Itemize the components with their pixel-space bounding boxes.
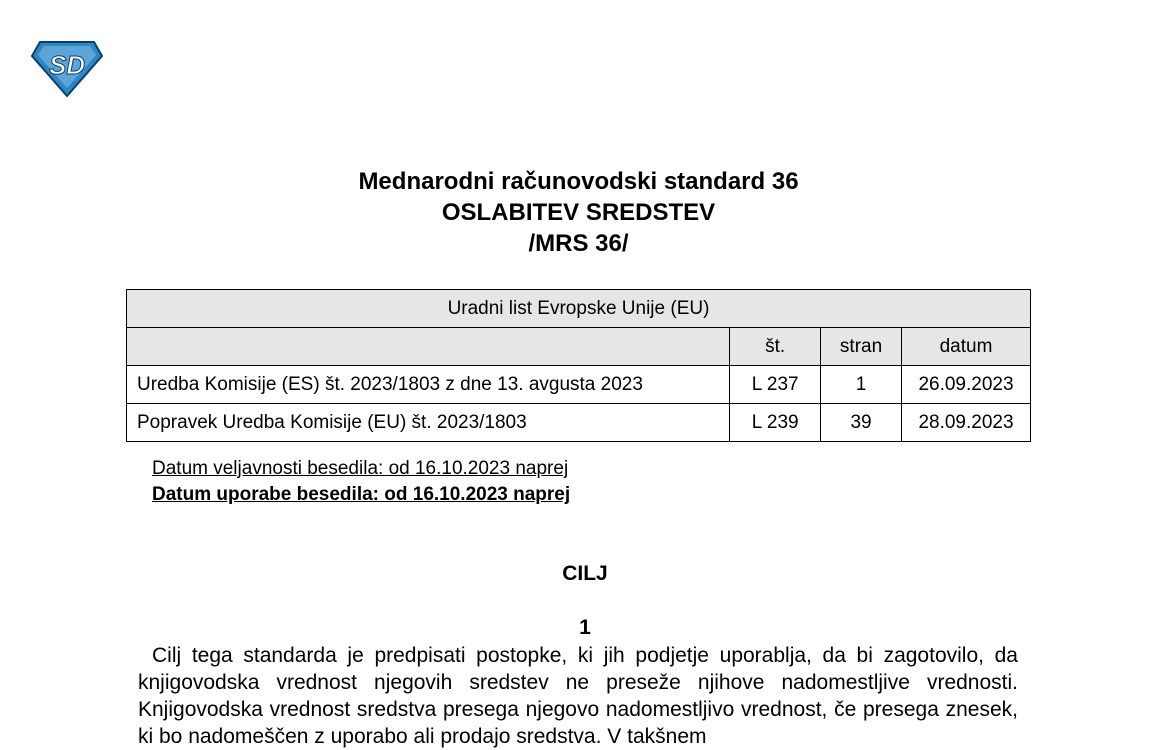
validity-dates (152, 456, 570, 508)
column-header-date: datum (902, 328, 1031, 366)
table-header-main-row (127, 290, 1031, 328)
row-description: Uredba Komisije (ES) št. 2023/1803 z dne 13. avgusta 2023 (127, 366, 730, 404)
title-line-2: OSLABITEV SREDSTEV (441, 199, 716, 226)
row-page: 1 (821, 366, 902, 404)
row-number: L 239 (730, 404, 821, 442)
table-row (127, 366, 1031, 404)
row-date: 26.09.2023 (902, 366, 1031, 404)
title-line-3: /MRS 36/ (528, 230, 629, 257)
row-date: 28.09.2023 (902, 404, 1031, 442)
column-header-page: stran (821, 328, 902, 366)
svg-text:SD: SD (48, 50, 86, 80)
diamond-logo-icon (30, 38, 104, 100)
official-journal-table (126, 289, 1031, 442)
column-header-description (127, 328, 730, 366)
table-header-main: Uradni list Evropske Unije (EU) (127, 290, 1031, 328)
row-page: 39 (821, 404, 902, 442)
paragraph-number: 1 (579, 616, 591, 639)
logo (30, 38, 104, 100)
table-row (127, 404, 1031, 442)
validity-date-text: Datum veljavnosti besedila: od 16.10.2023 naprej (152, 458, 569, 479)
row-description: Popravek Uredba Komisije (EU) št. 2023/1803 (127, 404, 730, 442)
document-title (0, 166, 1157, 259)
section-heading: CILJ (562, 562, 608, 585)
row-number: L 237 (730, 366, 821, 404)
table-header-row (127, 328, 1031, 366)
paragraph-text: Cilj tega standarda je predpisati postopke, ki jih podjetje uporablja, da bi zagotovilo, da knjigovodska vrednost njegovih sredstev ne preseže njihove nadomestljive vrednosti. Knjigovodska vrednost sredstva presega njegovo nadomestljivo vrednost, če presega znesek, ki bo nadomeščen z uporabo ali prodajo sredstva. V takšnem (138, 644, 1018, 748)
title-line-1: Mednarodni računovodski standard 36 (358, 168, 799, 195)
column-header-number: št. (730, 328, 821, 366)
application-date-text: Datum uporabe besedila: od 16.10.2023 naprej (152, 484, 571, 505)
